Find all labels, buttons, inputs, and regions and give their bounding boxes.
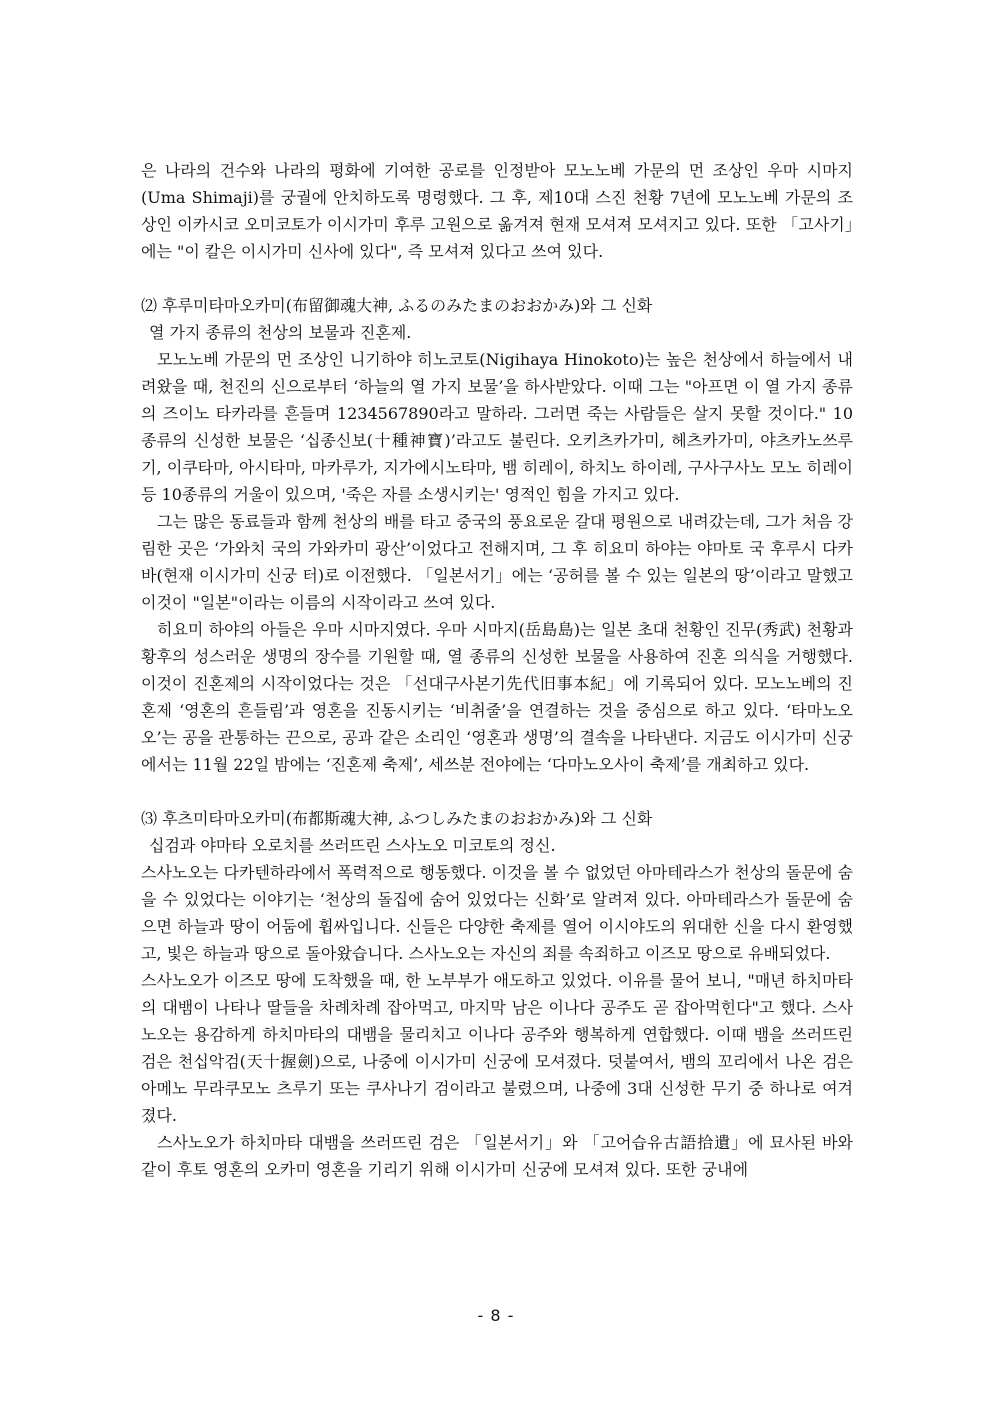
document-body xyxy=(141,157,853,1183)
section-heading-2: ⑵ 후루미타마오카미(布留御魂大神, ふるのみたまのおおかみ)와 그 신화 xyxy=(141,296,653,315)
paragraph-2c: 히요미 하야의 아들은 우마 시마지였다. 우마 시마지(岳島島)는 일본 초대 천황인 진무(秀武) 천황과 황후의 성스러운 생명의 장수를 기원할 때, 열 종류의 신성한 보물을 사용하여 진혼 의식을 거행했다. 이것이 진혼제의 시작이었다는 것은 「선대구사본기先代旧事本紀」에 기록되어 있다. 모노노베의 진혼제 ‘영혼의 흔들림’과 영혼을 진동시키는 ‘비취줄’을 연결하는 것을 중심으로 하고 있다. ‘타마노오오’는 공을 관통하는 끈으로, 공과 같은 소리인 ‘영혼과 생명’의 결속을 나타낸다. 지금도 이시가미 신궁에서는 11월 22일 밤에는 ‘진혼제 축제’, 세쓰분 전야에는 ‘다마노오사이 축제’를 개최하고 있다. xyxy=(141,620,853,774)
paragraph-3b: 스사노오가 이즈모 땅에 도착했을 때, 한 노부부가 애도하고 있었다. 이유를 물어 보니, "매년 하치마타의 대뱀이 나타나 딸들을 차례차례 잡아먹고, 마지막 남은 이나다 공주도 곧 잡아먹힌다"고 했다. 스사노오는 용감하게 하치마타의 대뱀을 물리치고 이나다 공주와 행복하게 연합했다. 이때 뱀을 쓰러뜨린 검은 천십악검(天十握劍)으로, 나중에 이시가미 신궁에 모셔졌다. 덧붙여서, 뱀의 꼬리에서 나온 검은 아메노 무라쿠모노 츠루기 또는 쿠사나기 검이라고 불렸으며, 나중에 3대 신성한 무기 중 하나로 여겨졌다. xyxy=(141,971,853,1125)
section-gap xyxy=(141,265,853,292)
section-heading-3: ⑶ 후츠미타마오카미(布都斯魂大神, ふつしみたまのおおかみ)와 그 신화 xyxy=(141,809,653,828)
paragraph-intro: 은 나라의 건수와 나라의 평화에 기여한 공로를 인정받아 모노노베 가문의 먼 조상인 우마 시마지(Uma Shimaji)를 궁궐에 안치하도록 명령했다. 그 후, 제10대 스진 천황 7년에 모노노베 가문의 조상인 이카시코 오미코토가 이시가미 후루 고원으로 옮겨져 현재 모셔져 모셔지고 있다. 또한 「고사기」에는 "이 칼은 이시가미 신사에 있다", 즉 모셔져 있다고 쓰여 있다. xyxy=(141,161,853,261)
section-gap xyxy=(141,778,853,805)
page-number: - 8 - xyxy=(477,1306,515,1325)
paragraph-2b: 그는 많은 동료들과 함께 천상의 배를 타고 중국의 풍요로운 갈대 평원으로 내려갔는데, 그가 처음 강림한 곳은 ‘가와치 국의 가와카미 광산’이었다고 전해지며, 그 후 히요미 하야는 야마토 국 후루시 다카바(현재 이시가미 신궁 터)로 이전했다. 「일본서기」에는 ‘공허를 볼 수 있는 일본의 땅’이라고 말했고 이것이 "일본"이라는 이름의 시작이라고 쓰여 있다. xyxy=(141,512,853,612)
paragraph-2a: 모노노베 가문의 먼 조상인 니기하야 히노코토(Nigihaya Hinokoto)는 높은 천상에서 하늘에서 내려왔을 때, 천진의 신으로부터 ‘하늘의 열 가지 보물’을 하사받았다. 이때 그는 "아프면 이 열 가지 종류의 즈이노 타카라를 흔들며 1234567890라고 말하라. 그러면 죽는 사람들은 살지 못할 것이다." 10 종류의 신성한 보물은 ‘십종신보(十種神寶)’라고도 불린다. 오키츠카가미, 헤츠카가미, 야츠카노쓰루기, 이쿠타마, 아시타마, 마카루가, 지가에시노타마, 뱀 히레이, 하치노 하이레, 구사구사노 모노 히레이 등 10종류의 거울이 있으며, '죽은 자를 소생시키는' 영적인 힘을 가지고 있다. xyxy=(141,350,853,504)
section-subtitle-3: 십검과 야마타 오로치를 쓰러뜨린 스사노오 미코토의 정신. xyxy=(149,836,556,855)
paragraph-3c: 스사노오가 하치마타 대뱀을 쓰러뜨린 검은 「일본서기」와 「고어습유古語拾遺」에 묘사된 바와 같이 후토 영혼의 오카미 영혼을 기리기 위해 이시가미 신궁에 모셔져 있다. 또한 궁내에 xyxy=(141,1133,853,1179)
paragraph-3a: 스사노오는 다카텐하라에서 폭력적으로 행동했다. 이것을 볼 수 없었던 아마테라스가 천상의 돌문에 숨을 수 있었다는 이야기는 ‘천상의 돌집에 숨어 있었다는 신화’로 알려져 있다. 아마테라스가 돌문에 숨으면 하늘과 땅이 어둠에 휩싸입니다. 신들은 다양한 축제를 열어 이시야도의 위대한 신을 다시 환영했고, 빛은 하늘과 땅으로 돌아왔습니다. 스사노오는 자신의 죄를 속죄하고 이즈모 땅으로 유배되었다. xyxy=(141,863,853,963)
section-subtitle-2: 열 가지 종류의 천상의 보물과 진혼제. xyxy=(149,323,412,342)
